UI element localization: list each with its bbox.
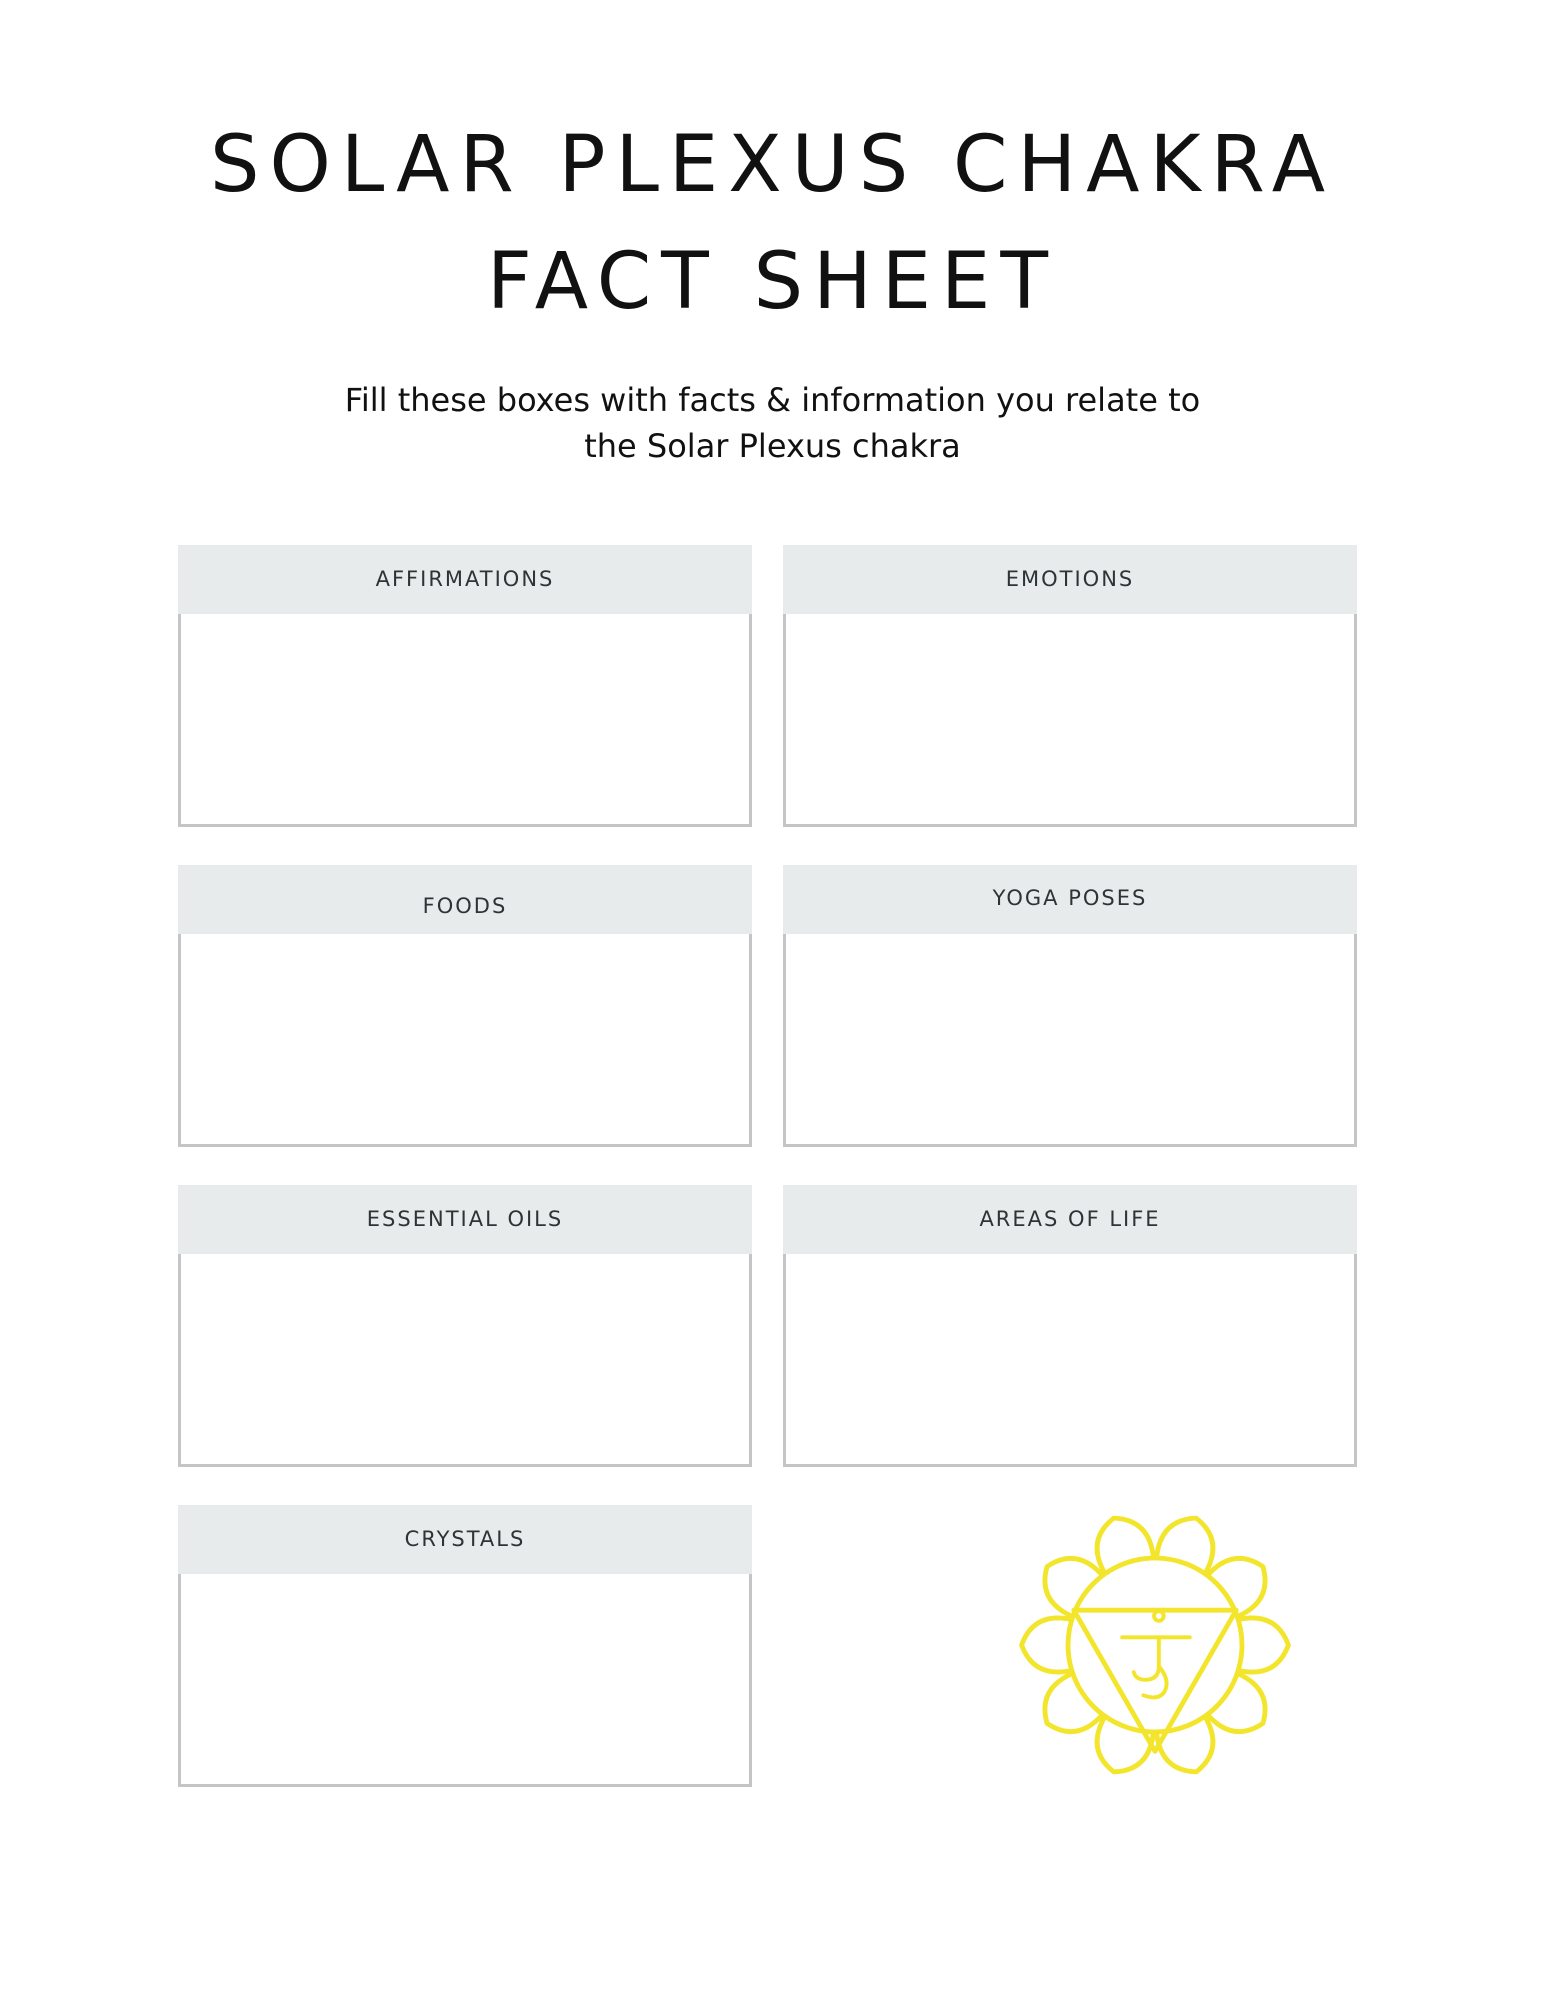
instructions-line-2: the Solar Plexus chakra (584, 427, 961, 465)
box-header: ESSENTIAL OILS (178, 1185, 752, 1254)
box-header: CRYSTALS (178, 1505, 752, 1574)
box-header: YOGA POSES (783, 865, 1357, 934)
essential-oils-box (178, 1185, 752, 1467)
box-header: EMOTIONS (783, 545, 1357, 614)
page-title-line-2: FACT SHEET (487, 237, 1058, 327)
crystals-box (178, 1505, 752, 1787)
affirmations-box (178, 545, 752, 827)
foods-box (178, 865, 752, 1147)
yoga-poses-field[interactable] (783, 934, 1357, 1147)
emotions-field[interactable] (783, 614, 1357, 827)
yoga-poses-box (783, 865, 1357, 1147)
foods-field[interactable] (178, 934, 752, 1147)
essential-oils-field[interactable] (178, 1254, 752, 1467)
areas-of-life-box (783, 1185, 1357, 1467)
box-header: AFFIRMATIONS (178, 545, 752, 614)
box-header: AREAS OF LIFE (783, 1185, 1357, 1254)
areas-of-life-field[interactable] (783, 1254, 1357, 1467)
crystals-field[interactable] (178, 1574, 752, 1787)
page-title-line-1: SOLAR PLEXUS CHAKRA (209, 120, 1336, 210)
emotions-box (783, 545, 1357, 827)
instructions-line-1: Fill these boxes with facts & information you relate to (344, 381, 1201, 419)
box-header: FOODS (178, 865, 752, 934)
affirmations-field[interactable] (178, 614, 752, 827)
solar-plexus-chakra-icon (1010, 1500, 1300, 1790)
